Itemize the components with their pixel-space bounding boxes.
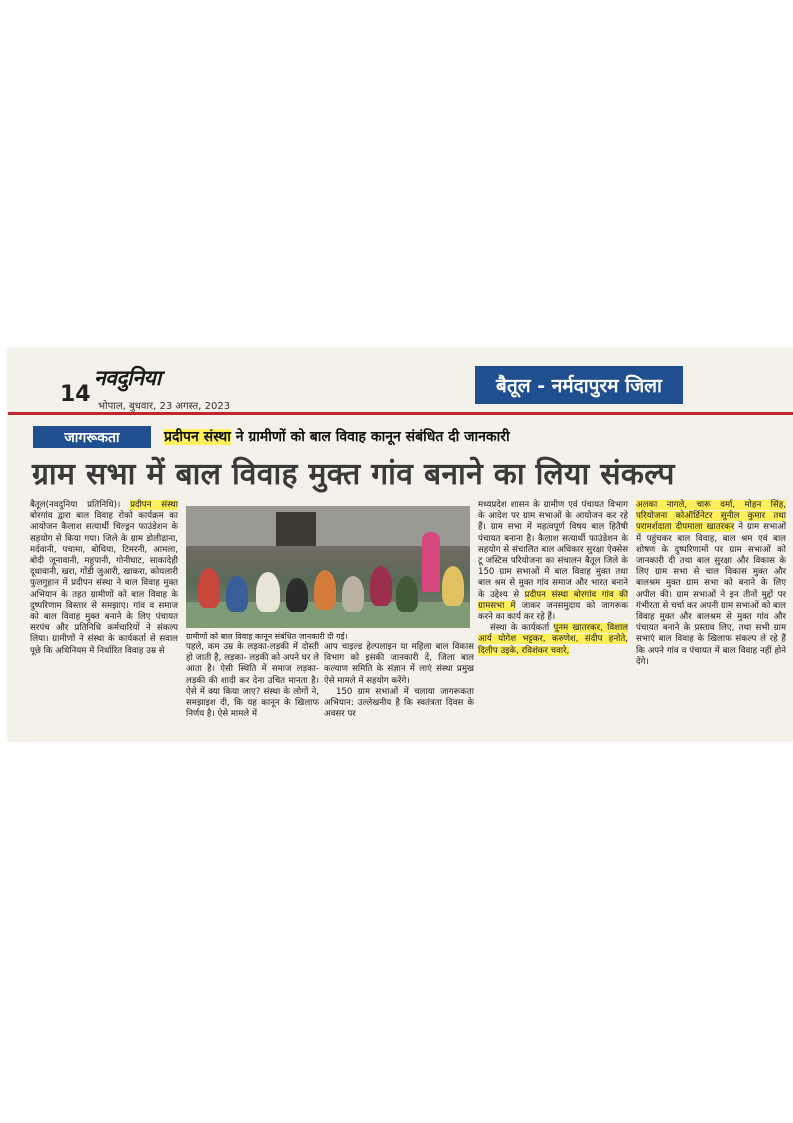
photo-person bbox=[314, 570, 336, 610]
page-number: 14 bbox=[60, 382, 91, 407]
col4-mid: जाकर जनसमुदाय को जागरूक करने का कार्य कर रहे हैं। bbox=[478, 600, 628, 623]
article-column-3 bbox=[324, 642, 474, 720]
col4-para2-lead: संस्था के कार्यकर्ता bbox=[490, 623, 554, 634]
col3-para-2: 150 ग्राम सभाओं में चलाया जागरूकता अभियान: उल्लेखनीय है कि स्वतंत्रता दिवस के अवसर पर bbox=[324, 686, 474, 720]
article-column-5 bbox=[636, 500, 786, 668]
col1-body: बोरगांव द्वारा बाल विवाह रोको कार्यक्रम का आयोजन कैलाश सत्यार्थी चिल्ड्रन फाउंडेशन के सहयोग से किया गया। जिले के ग्राम डोलीढाना, मर्दवानी, पचामा, बोथिया, टिमरनी, आमला, बोदी जूनावानी, महुपानी, गोनीघाट, साकादेही दूधावानी, खरा, गोंडी जुआरी, खाकरा, कोयलारी फुलगुहान में प्रदीपन संस्था ने बाल विवाह मुक्त अभियान के तहत ग्रामीणों को बाल विवाह के दुष्परिणाम विस्तार से समझाए। गांव व समाज को बाल विवाह मुक्त बनाने के लिए पंचायत सरपंच और प्रतिनिधि कर्मचारियों ने संकल्प लिया। ग्रामीणों ने संस्था के कार्यकर्ता से सवाल पूछे कि अधिनियम में निर्धारित विवाह उम्र से bbox=[30, 511, 178, 656]
photo-caption: ग्रामीणों को बाल विवाह कानून संबंधित जानकारी दी गई। bbox=[186, 632, 348, 641]
masthead bbox=[8, 348, 793, 414]
col4-highlight-2: पूनम खातरकर, विशाल आर्य योगेश भट्टकर, करुणेश, संदीप हनोते, दिलीप उइके, रविशंकर चवारे, bbox=[478, 623, 628, 656]
photo-person bbox=[442, 566, 464, 606]
photo-door bbox=[276, 512, 316, 546]
col3-para-1: आप चाइल्ड हेल्पलाइन या महिला बाल विकास विभाग को इसकी जानकारी दें, जिला बाल कल्याण समिति के संज्ञान में लाएं संस्था प्रमुख ऐसे मामले में सहयोग करेंगे। bbox=[324, 642, 474, 686]
photo-person bbox=[256, 572, 280, 612]
newspaper-logo: नवदुनिया bbox=[94, 365, 161, 390]
col1-lead-highlight: प्रदीपन संस्था bbox=[130, 500, 178, 510]
subhead-highlight: प्रदीपन संस्था bbox=[164, 429, 231, 445]
article-column-2 bbox=[186, 642, 319, 720]
article-column-4 bbox=[478, 500, 628, 657]
photo-standing-speaker bbox=[422, 532, 440, 592]
divider bbox=[8, 412, 793, 415]
col4-highlight-1: प्रदीपन संस्था बोरगांव गांव की ग्रामसभा में bbox=[478, 589, 628, 611]
col5-highlight: अलका नागले, चारू वर्मा, मोहन सिंह, परियोजना कोऑर्डिनेटर सुनील कुमार तथा परामर्शदाता दीपमाला खातरकर bbox=[636, 500, 786, 533]
subhead-rest: ने ग्रामीणों को बाल विवाह कानून संबंधित दी जानकारी bbox=[230, 429, 510, 445]
headline: ग्राम सभा में बाल विवाह मुक्त गांव बनाने का लिया संकल्प bbox=[32, 457, 675, 492]
photo-person bbox=[198, 568, 220, 608]
article-column-1 bbox=[30, 500, 178, 657]
district-banner: बैतूल - नर्मदापुरम जिला bbox=[475, 366, 683, 404]
photo-person bbox=[370, 566, 392, 606]
news-photo bbox=[186, 506, 470, 628]
col5-body: ने ग्राम सभाओं में पहुंचकर बाल विवाह, बाल श्रम एवं बाल शोषण के दुष्परिणामों पर ग्राम सभाओं को जानकारी दी तथा बाल सुरक्षा और विकास के लिए ग्राम सभा से चाल विकास मुक्त और बालश्रम मुक्त ग्राम सभा को बनाने के लिए अपील की। ग्राम सभाओं ने इन तीनों मुद्दों पर गंभीरता से चर्चा कर अपनी ग्राम सभाओं को बाल विवाह मुक्त और बालश्रम से मुक्त गांव और पंचायत बनाने के प्रस्ताव लिए, तथा सभी ग्राम सभाएं बाल विवाह के खिलाफ संकल्प ले रहे हैं कि अपने गांव व पंचायत में बाल विवाह नहीं होने देंगे। bbox=[636, 522, 786, 667]
dateline: भोपाल, बुधवार, 23 अगस्त, 2023 bbox=[98, 401, 231, 412]
kicker-label: जागरूकता bbox=[33, 426, 151, 448]
photo-person bbox=[286, 578, 308, 612]
col2-body: पहले, कम उम्र के लड़का-लड़की में दोस्ती हो जाती है, लड़का- लड़की को अपने घर ले आता है। ऐसी स्थिति में समाज लड़का-लड़की की शादी कर देना उचित मानता है। ऐसे में क्या किया जाए? संस्था के लोगों ने, समझाइश दी, कि यह कानून के खिलाफ निर्णय है। ऐसे मामले में bbox=[186, 642, 319, 720]
subheadline bbox=[164, 427, 510, 446]
newspaper-clipping bbox=[8, 348, 793, 741]
col4-body: मध्यप्रदेश शासन के ग्रामीण एवं पंचायत विभाग के आदेश पर ग्राम सभाओं के आयोजन कर रहे हैं। ग्राम सभा में महत्वपूर्ण विषय बाल हितैषी पंचायत बनाना है। कैलाश सत्यार्थी फाउंडेशन के सहयोग से संचालित बाल अधिकार सुरक्षा ऐक्सेस टू जस्टिस परियोजना का संचालन बैतूल जिले के 150 ग्राम सभाओं में बाल विवाह मुक्त तथा बाल श्रम से मुक्त गांव समाज और भारत बनाने के उद्देश्य से bbox=[478, 500, 628, 600]
col1-lead: बैतूल(नवदुनिया प्रतिनिधि)। bbox=[30, 500, 131, 510]
photo-person bbox=[226, 576, 248, 612]
photo-person bbox=[342, 576, 364, 612]
photo-person bbox=[396, 576, 418, 612]
